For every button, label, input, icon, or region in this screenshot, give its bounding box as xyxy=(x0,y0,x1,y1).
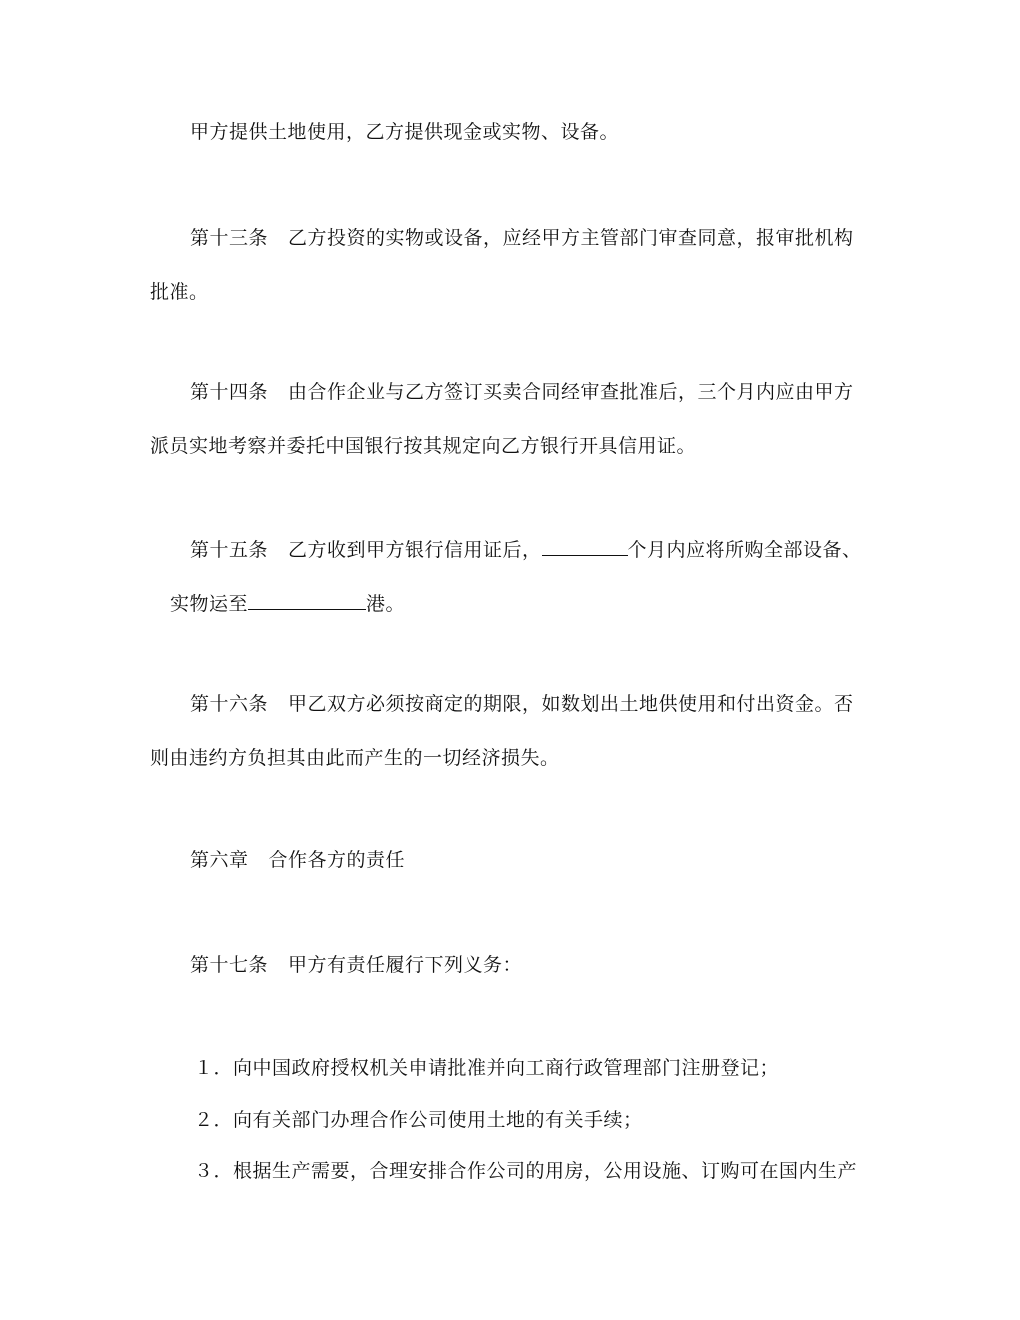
list-item xyxy=(194,1108,643,1132)
article-14-text-2: 派员实地考察并委托中国银行按其规定向乙方银行开具信用证。 xyxy=(150,435,697,457)
article-14-line-2 xyxy=(150,434,696,458)
article-16-text-1: 甲乙双方必须按商定的期限，如数划出土地供使用和付出资金。否 xyxy=(288,693,854,715)
months-blank-field[interactable] xyxy=(542,537,628,556)
article-16-title: 第十六条 xyxy=(190,693,269,715)
article-15-line-2 xyxy=(170,591,405,616)
list-item-number: ３． xyxy=(194,1160,234,1182)
article-13-line-2 xyxy=(150,280,209,304)
port-blank-field[interactable] xyxy=(248,591,366,610)
list-item xyxy=(194,1056,779,1080)
list-item-text: 向有关部门办理合作公司使用土地的有关手续； xyxy=(233,1109,643,1131)
article-16-line-1 xyxy=(190,692,854,716)
article-13-title: 第十三条 xyxy=(190,227,269,249)
paragraph-land-cash xyxy=(190,120,619,144)
list-item-number: １． xyxy=(194,1057,234,1079)
article-14-text-1: 由合作企业与乙方签订买卖合同经审查批准后，三个月内应由甲方 xyxy=(288,381,854,403)
chapter-6-title: 第六章 xyxy=(190,849,249,871)
article-13-text-2: 批准。 xyxy=(150,281,209,303)
article-13-line-1 xyxy=(190,226,854,250)
list-item-text: 根据生产需要，合理安排合作公司的用房，公用设施、订购可在国内生产 xyxy=(233,1160,858,1182)
article-16-line-2 xyxy=(150,746,560,770)
article-15-title: 第十五条 xyxy=(190,539,269,561)
article-17-text: 甲方有责任履行下列义务： xyxy=(288,954,523,976)
article-15-text-1b: 个月内应将所购全部设备、 xyxy=(627,539,862,561)
article-14-line-1 xyxy=(190,380,854,404)
chapter-6-heading xyxy=(190,848,405,872)
list-item xyxy=(194,1159,857,1183)
article-17-title: 第十七条 xyxy=(190,954,269,976)
article-16-text-2: 则由违约方负担其由此而产生的一切经济损失。 xyxy=(150,747,560,769)
chapter-6-name: 合作各方的责任 xyxy=(268,849,406,871)
article-15-text-2a: 实物运至 xyxy=(170,593,249,615)
article-15-text-1a: 乙方收到甲方银行信用证后， xyxy=(288,539,542,561)
article-15-line-1 xyxy=(190,537,862,562)
article-14-title: 第十四条 xyxy=(190,381,269,403)
article-13-text-1: 乙方投资的实物或设备，应经甲方主管部门审查同意，报审批机构 xyxy=(288,227,854,249)
article-17-line xyxy=(190,953,522,977)
paragraph-text: 甲方提供土地使用，乙方提供现金或实物、设备。 xyxy=(190,121,620,143)
list-item-number: ２． xyxy=(194,1109,234,1131)
article-15-text-2b: 港。 xyxy=(366,593,406,615)
list-item-text: 向中国政府授权机关申请批准并向工商行政管理部门注册登记； xyxy=(233,1057,780,1079)
